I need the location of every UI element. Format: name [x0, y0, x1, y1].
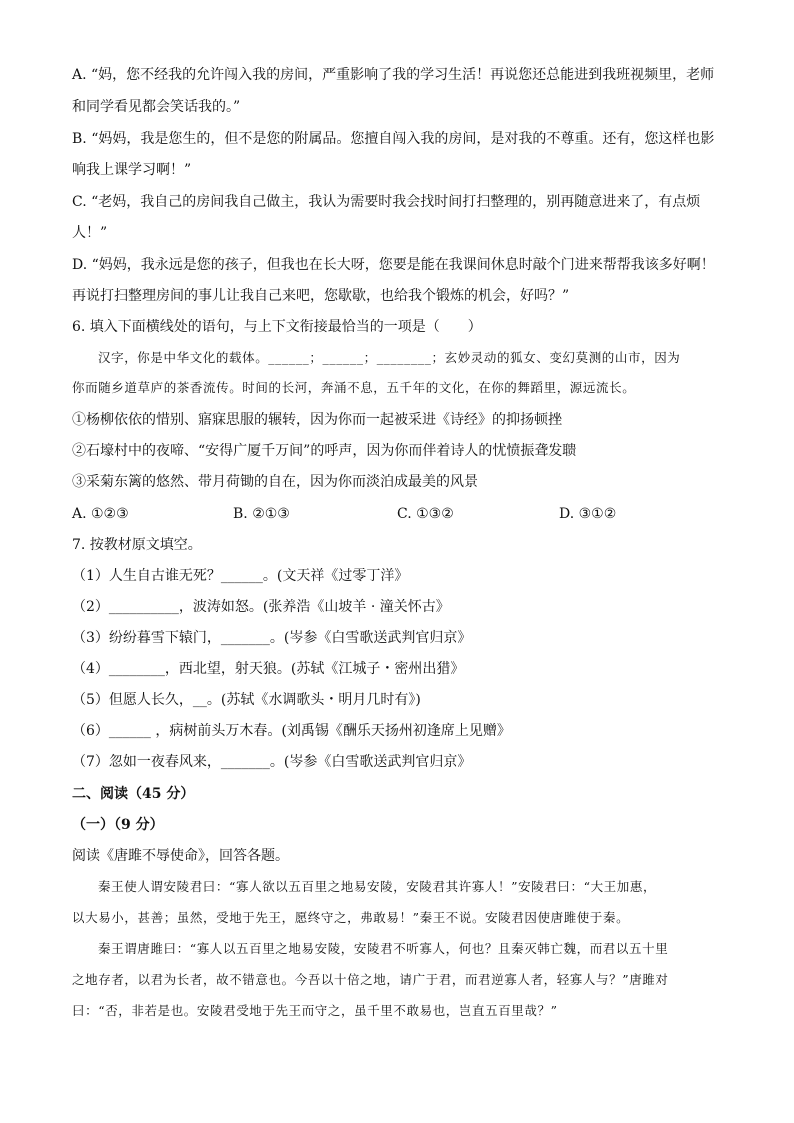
q5-option-c-line2: 人！”: [72, 225, 108, 241]
q5-option-b-line1: B. “妈妈，我是您生的，但不是您的附属品。您擅自闯入我的房间，是对我的不尊重。还有，您这样也影: [72, 131, 715, 147]
q7-item-6: （6）______ ，病树前头万木春。(刘禹锡《酬乐天扬州初逢席上见赠》: [72, 723, 511, 739]
q6-option-b: B. ②①③: [233, 506, 290, 522]
passage-para1-line1: 秦王使人谓安陵君曰：“寡人欲以五百里之地易安陵，安陵君其许寡人！”安陵君曰：“大王加惠，: [98, 879, 657, 894]
reading-instruction: 阅读《唐雎不辱使命》，回答各题。: [72, 848, 289, 864]
q7-item-3: （3）纷纷暮雪下辕门，_______。(岑参《白雪歌送武判官归京》: [72, 630, 472, 646]
q7-item-4: （4）________，西北望，射天狼。(苏轼《江城子・密州出猎》: [72, 661, 465, 677]
q5-option-a-line1: A. “妈，您不经我的允许闯入我的房间，严重影响了我的学习生活！再说您还总能进到我班视频里，老师: [72, 67, 715, 83]
q5-option-c-line1: C. “老妈，我自己的房间我自己做主，我认为需要时我会找时间打扫整理的，别再随意进来了，有点烦: [72, 194, 701, 210]
q6-item-3: ③采菊东篱的悠然、带月荷锄的自在，因为你而淡泊成最美的风景: [72, 474, 478, 490]
q7-item-1: （1）人生自古谁无死？______。(文天祥《过零丁洋》: [72, 568, 409, 584]
q6-option-a: A. ①②③: [72, 506, 129, 522]
q5-option-d-line2: 再说打扫整理房间的事儿让我自己来吧，您歇歇，也给我个锻炼的机会，好吗？”: [72, 288, 570, 304]
section2-heading: 二、阅读（45 分）: [72, 786, 195, 802]
q6-option-d: D. ③①②: [559, 506, 617, 522]
q7-item-5: （5）但愿人长久，__。(苏轼《水调歌头・明月几时有》): [72, 692, 421, 708]
q7-item-2: （2）__________，波涛如怒。(张养浩《山坡羊 · 潼关怀古》: [72, 599, 450, 615]
q6-passage-line1: 汉字，你是中华文化的载体。______；______；________；玄妙灵动的狐女、变幻莫测的山市，因为: [98, 350, 681, 365]
q5-option-a-line2: 和同学看见都会笑话我的。”: [72, 99, 241, 115]
q6-item-1: ①杨柳依依的惜别、寤寐思服的辗转，因为你而一起被采进《诗经》的抑扬顿挫: [72, 412, 562, 428]
passage-para2-line1: 秦王谓唐雎曰：“寡人以五百里之地易安陵，安陵君不听寡人，何也？且秦灭韩亡魏，而君以五十里: [98, 941, 669, 956]
q6-passage-line2: 你而随乡道草庐的茶香流传。时间的长河，奔涌不息，五千年的文化，在你的舞蹈里，源远流长。: [72, 380, 636, 395]
passage-para2-line3: 曰：“否，非若是也。安陵君受地于先王而守之，虽千里不敢易也，岂直五百里哉？”: [72, 1003, 558, 1018]
q7-item-7: （7）忽如一夜春风来，_______。(岑参《白雪歌送武判官归京》: [72, 754, 472, 770]
q5-option-b-line2: 响我上课学习啊！”: [72, 162, 192, 178]
q7-stem: 7. 按教材原文填空。: [72, 537, 202, 553]
q5-option-d-line1: D. “妈妈，我永远是您的孩子，但我也在长大呀，您要是能在我课间休息时敲个门进来帮帮我该多好啊！: [72, 257, 715, 273]
passage-para2-line2: 之地存者，以君为长者，故不错意也。今吾以十倍之地，请广于君，而君逆寡人者，轻寡人与？”唐雎对: [72, 972, 669, 987]
passage-para1-line2: 以大易小，甚善；虽然，受地于先王，愿终守之，弗敢易！”秦王不说。安陵君因使唐雎使于秦。: [72, 910, 630, 925]
q6-stem: 6. 填入下面横线处的语句，与上下文衔接最恰当的一项是（ ）: [72, 319, 482, 335]
section2-subheading: （一）（9 分）: [72, 817, 164, 833]
q6-option-c: C. ①③②: [397, 506, 454, 522]
q6-item-2: ②石壕村中的夜啼、“安得广厦千万间”的呼声，因为你而伴着诗人的忧愤振聋发聩: [72, 443, 577, 459]
